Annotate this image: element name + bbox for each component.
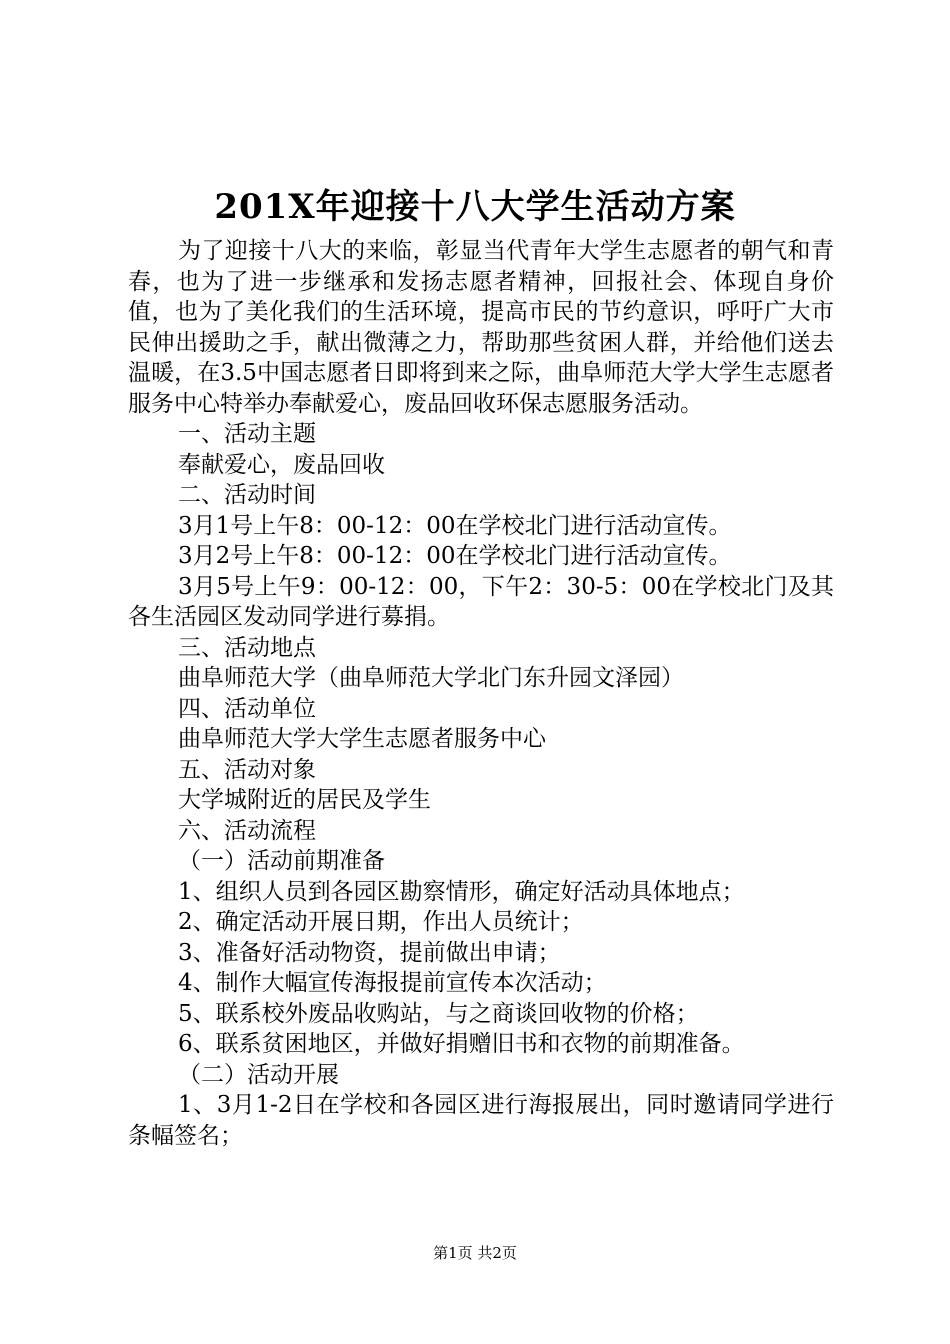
- page-footer: 第1页 共2页: [433, 1244, 517, 1262]
- document-title: 201X年迎接十八大学生活动方案: [214, 187, 736, 227]
- time-item-1: 3月1号上午8：00-12：00在学校北门进行活动宣传。: [178, 512, 732, 539]
- section-heading-theme: 一、活动主题: [178, 421, 316, 447]
- section-heading-time: 二、活动时间: [178, 482, 316, 508]
- section-heading-process: 六、活动流程: [178, 817, 316, 844]
- time-item-3: 3月5号上午9：00-12：00，下午2：30-5：00在学校北门及其各生活园区发动同学进行募捐。: [128, 573, 834, 630]
- time-item-2: 3月2号上午8：00-12：00在学校北门进行活动宣传。: [178, 543, 732, 569]
- prep-item-3: 3、准备好活动物资，提前做出申请；: [178, 939, 561, 966]
- document-body: [128, 236, 834, 1151]
- organizer-text: 曲阜师范大学大学生志愿者服务中心: [178, 726, 546, 752]
- subsection-heading-execution: （二）活动开展: [178, 1061, 339, 1088]
- intro-paragraph: 为了迎接十八大的来临，彰显当代青年大学生志愿者的朝气和青春，也为了进一步继承和发扬志愿者精神，回报社会、体现自身价值，也为了美化我们的生活环境，提高市民的节约意识，呼吁广大市民伸出援助之手，献出微薄之力，帮助那些贫困人群，并给他们送去温暖，在3.5中国志愿者日即将到来之际，曲阜师范大学大学生志愿者服务中心特举办奉献爱心，废品回收环保志愿服务活动。: [128, 238, 834, 417]
- section-heading-location: 三、活动地点: [178, 634, 316, 661]
- subsection-heading-preparation: （一）活动前期准备: [178, 848, 385, 874]
- execution-item-1: 1、3月1-2日在学校和各园区进行海报展出，同时邀请同学进行条幅签名；: [128, 1092, 834, 1149]
- audience-text: 大学城附近的居民及学生: [178, 787, 431, 813]
- section-heading-organizer: 四、活动单位: [178, 695, 316, 722]
- prep-item-4: 4、制作大幅宣传海报提前宣传本次活动；: [178, 970, 607, 996]
- prep-item-2: 2、确定活动开展日期，作出人员统计；: [178, 909, 584, 935]
- location-text: 曲阜师范大学（曲阜师范大学北门东升园文泽园）: [178, 665, 684, 691]
- prep-item-6: 6、联系贫困地区，并做好捐赠旧书和衣物的前期准备。: [178, 1031, 745, 1057]
- prep-item-5: 5、联系校外废品收购站，与之商谈回收物的价格；: [178, 1000, 699, 1027]
- section-heading-audience: 五、活动对象: [178, 756, 316, 783]
- theme-text: 奉献爱心，废品回收: [178, 451, 385, 478]
- prep-item-1: 1、组织人员到各园区勘察情形，确定好活动具体地点；: [178, 878, 745, 905]
